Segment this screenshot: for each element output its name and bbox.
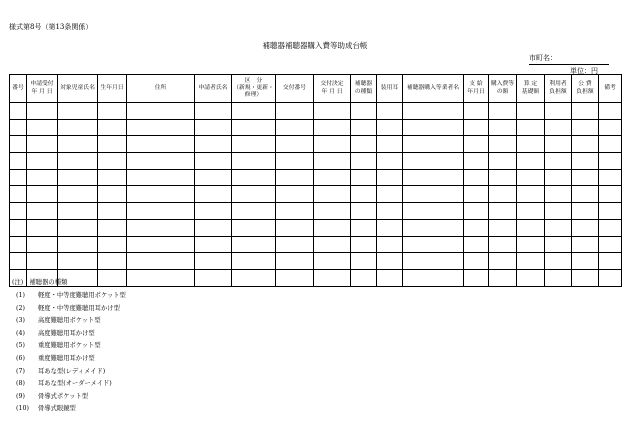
table-cell[interactable] xyxy=(195,169,232,186)
table-cell[interactable] xyxy=(27,153,58,170)
table-cell[interactable] xyxy=(58,203,98,220)
table-cell[interactable] xyxy=(517,136,545,153)
table-cell[interactable] xyxy=(127,219,195,236)
table-cell[interactable] xyxy=(127,136,195,153)
table-cell[interactable] xyxy=(314,203,351,220)
column-header: 装用耳 xyxy=(377,75,403,103)
table-cell[interactable] xyxy=(572,236,599,253)
table-cell[interactable] xyxy=(599,119,622,136)
table-cell[interactable] xyxy=(351,103,377,120)
notes-section xyxy=(12,277,126,416)
table-cell[interactable] xyxy=(232,253,276,270)
list-item-number: (9) xyxy=(16,392,25,400)
table-cell[interactable] xyxy=(127,236,195,253)
table-row xyxy=(10,186,622,203)
list-item-number: (1) xyxy=(16,292,25,299)
table-cell[interactable] xyxy=(58,219,98,236)
table-cell[interactable] xyxy=(351,153,377,170)
column-header: 申請受付 年 月 日 xyxy=(27,75,58,103)
table-cell[interactable] xyxy=(403,169,464,186)
table-cell[interactable] xyxy=(232,219,276,236)
table-cell[interactable] xyxy=(314,136,351,153)
table-cell[interactable] xyxy=(351,136,377,153)
table-cell[interactable] xyxy=(351,269,377,286)
table-cell[interactable] xyxy=(98,203,127,220)
table-cell[interactable] xyxy=(10,103,27,120)
table-cell[interactable] xyxy=(489,269,517,286)
table-cell[interactable] xyxy=(232,169,276,186)
table-cell[interactable] xyxy=(27,136,58,153)
list-item-number: (3) xyxy=(16,317,25,325)
column-header: 備考 xyxy=(599,75,622,103)
table-cell[interactable] xyxy=(195,236,232,253)
table-cell[interactable] xyxy=(545,186,572,203)
table-cell[interactable] xyxy=(403,186,464,203)
table-row xyxy=(10,203,622,220)
table-cell[interactable] xyxy=(232,203,276,220)
table-cell[interactable] xyxy=(10,136,27,153)
table-row xyxy=(10,153,622,170)
table-cell[interactable] xyxy=(276,153,314,170)
table-cell[interactable] xyxy=(10,236,27,253)
table-cell[interactable] xyxy=(545,203,572,220)
table-cell[interactable] xyxy=(10,119,27,136)
table-cell[interactable] xyxy=(599,186,622,203)
table-cell[interactable] xyxy=(464,219,489,236)
table-cell[interactable] xyxy=(232,119,276,136)
table-cell[interactable] xyxy=(127,169,195,186)
table-cell[interactable] xyxy=(464,203,489,220)
table-cell[interactable] xyxy=(599,136,622,153)
table-cell[interactable] xyxy=(572,219,599,236)
list-item-text: 耳あな型(レディメイド) xyxy=(38,367,106,375)
table-cell[interactable] xyxy=(545,269,572,286)
table-cell[interactable] xyxy=(572,153,599,170)
table-cell[interactable] xyxy=(314,153,351,170)
table-cell[interactable] xyxy=(98,119,127,136)
table-row xyxy=(10,119,622,136)
notes-title: (注) 補聴器の種類 xyxy=(12,279,68,286)
table-cell[interactable] xyxy=(517,169,545,186)
table-cell[interactable] xyxy=(351,203,377,220)
table-cell[interactable] xyxy=(464,169,489,186)
list-item xyxy=(12,366,126,379)
table-cell[interactable] xyxy=(464,186,489,203)
table-cell[interactable] xyxy=(314,269,351,286)
table-cell[interactable] xyxy=(572,119,599,136)
column-header: 交付番号 xyxy=(276,75,314,103)
column-header: 交付決定 年 月 日 xyxy=(314,75,351,103)
list-item xyxy=(12,403,126,416)
table-cell[interactable] xyxy=(195,203,232,220)
table-cell[interactable] xyxy=(517,119,545,136)
table-cell[interactable] xyxy=(403,236,464,253)
table-cell[interactable] xyxy=(517,269,545,286)
table-cell[interactable] xyxy=(517,203,545,220)
table-cell[interactable] xyxy=(464,269,489,286)
table-cell[interactable] xyxy=(27,186,58,203)
list-item xyxy=(12,303,126,316)
table-cell[interactable] xyxy=(464,103,489,120)
table-cell[interactable] xyxy=(58,186,98,203)
table-cell[interactable] xyxy=(403,103,464,120)
table-cell[interactable] xyxy=(377,253,403,270)
table-cell[interactable] xyxy=(403,253,464,270)
column-header: 公 費 負担額 xyxy=(572,75,599,103)
column-header: 区 分 （新規・更新・ 修理） xyxy=(232,75,276,103)
ledger-table xyxy=(9,74,622,287)
table-cell[interactable] xyxy=(314,103,351,120)
table-cell[interactable] xyxy=(232,136,276,153)
table-cell[interactable] xyxy=(58,169,98,186)
table-cell[interactable] xyxy=(599,169,622,186)
municipality-field: 市町名： xyxy=(529,53,609,65)
table-cell[interactable] xyxy=(27,103,58,120)
table-cell[interactable] xyxy=(314,186,351,203)
column-header: 生年月日 xyxy=(98,75,127,103)
table-cell[interactable] xyxy=(98,253,127,270)
hearing-aid-types-list xyxy=(12,290,126,416)
table-cell[interactable] xyxy=(232,236,276,253)
table-cell[interactable] xyxy=(572,269,599,286)
table-cell[interactable] xyxy=(10,169,27,186)
list-item-number: (7) xyxy=(16,367,25,375)
table-cell[interactable] xyxy=(98,186,127,203)
column-header: 住所 xyxy=(127,75,195,103)
table-cell[interactable] xyxy=(545,153,572,170)
table-cell[interactable] xyxy=(377,186,403,203)
table-cell[interactable] xyxy=(98,136,127,153)
table-cell[interactable] xyxy=(27,169,58,186)
table-cell[interactable] xyxy=(58,236,98,253)
table-cell[interactable] xyxy=(489,153,517,170)
list-item xyxy=(12,328,126,341)
list-item-number: (10) xyxy=(16,405,29,413)
table-cell[interactable] xyxy=(377,136,403,153)
table-cell[interactable] xyxy=(127,269,195,286)
table-cell[interactable] xyxy=(195,119,232,136)
table-cell[interactable] xyxy=(27,236,58,253)
table-cell[interactable] xyxy=(599,203,622,220)
table-cell[interactable] xyxy=(276,119,314,136)
table-cell[interactable] xyxy=(195,253,232,270)
table-cell[interactable] xyxy=(517,103,545,120)
table-cell[interactable] xyxy=(276,219,314,236)
list-item-text: 骨導式ポケット型 xyxy=(38,392,89,400)
list-item-text: 耳あな型(オーダーメイド) xyxy=(38,380,112,388)
table-cell[interactable] xyxy=(314,169,351,186)
table-cell[interactable] xyxy=(314,253,351,270)
column-header: 算 定 基礎額 xyxy=(517,75,545,103)
table-row xyxy=(10,103,622,120)
table-cell[interactable] xyxy=(517,219,545,236)
table-cell[interactable] xyxy=(545,169,572,186)
table-cell[interactable] xyxy=(10,219,27,236)
table-cell[interactable] xyxy=(572,103,599,120)
column-header: 支 給 年月日 xyxy=(464,75,489,103)
table-cell[interactable] xyxy=(10,203,27,220)
table-cell[interactable] xyxy=(127,253,195,270)
table-cell[interactable] xyxy=(464,253,489,270)
table-cell[interactable] xyxy=(545,253,572,270)
table-cell[interactable] xyxy=(377,103,403,120)
table-cell[interactable] xyxy=(276,136,314,153)
list-item-text: 高度難聴用ポケット型 xyxy=(38,317,101,325)
table-cell[interactable] xyxy=(464,136,489,153)
table-cell[interactable] xyxy=(403,219,464,236)
column-header: 対象児童氏名 xyxy=(58,75,98,103)
table-cell[interactable] xyxy=(545,103,572,120)
table-cell[interactable] xyxy=(98,219,127,236)
table-cell[interactable] xyxy=(276,253,314,270)
table-cell[interactable] xyxy=(98,236,127,253)
table-cell[interactable] xyxy=(10,186,27,203)
table-cell[interactable] xyxy=(599,103,622,120)
column-header: 番号 xyxy=(10,75,27,103)
table-cell[interactable] xyxy=(403,119,464,136)
column-header: 補聴器 の種類 xyxy=(351,75,377,103)
table-cell[interactable] xyxy=(464,153,489,170)
list-item-number: (5) xyxy=(16,342,25,350)
table-cell[interactable] xyxy=(489,203,517,220)
table-cell[interactable] xyxy=(314,236,351,253)
table-cell[interactable] xyxy=(572,253,599,270)
table-cell[interactable] xyxy=(572,186,599,203)
column-header: 申請者氏名 xyxy=(195,75,232,103)
table-cell[interactable] xyxy=(276,169,314,186)
table-cell[interactable] xyxy=(98,169,127,186)
list-item-text: 骨導式眼鏡型 xyxy=(38,405,76,413)
table-cell[interactable] xyxy=(377,169,403,186)
table-cell[interactable] xyxy=(403,269,464,286)
table-cell[interactable] xyxy=(489,186,517,203)
table-cell[interactable] xyxy=(377,236,403,253)
table-row xyxy=(10,136,622,153)
unit-label: 単位：円 xyxy=(570,67,598,75)
list-item-number: (6) xyxy=(16,354,25,362)
table-cell[interactable] xyxy=(377,219,403,236)
table-cell[interactable] xyxy=(377,153,403,170)
table-cell[interactable] xyxy=(276,186,314,203)
table-cell[interactable] xyxy=(403,153,464,170)
table-cell[interactable] xyxy=(58,136,98,153)
table-cell[interactable] xyxy=(232,153,276,170)
list-item-text: 重度難聴用ポケット型 xyxy=(38,342,101,350)
table-cell[interactable] xyxy=(276,103,314,120)
table-cell[interactable] xyxy=(489,236,517,253)
table-cell[interactable] xyxy=(351,253,377,270)
table-cell[interactable] xyxy=(403,136,464,153)
table-cell[interactable] xyxy=(58,119,98,136)
column-header: 補聴器購入等業者名 xyxy=(403,75,464,103)
table-cell[interactable] xyxy=(464,119,489,136)
list-item xyxy=(12,340,126,353)
table-cell[interactable] xyxy=(351,236,377,253)
table-cell[interactable] xyxy=(276,269,314,286)
list-item-text: 高度難聴用耳かけ型 xyxy=(38,329,95,337)
table-cell[interactable] xyxy=(572,136,599,153)
table-cell[interactable] xyxy=(27,119,58,136)
table-cell[interactable] xyxy=(127,186,195,203)
table-cell[interactable] xyxy=(232,186,276,203)
table-cell[interactable] xyxy=(195,153,232,170)
table-cell[interactable] xyxy=(599,269,622,286)
table-cell[interactable] xyxy=(572,203,599,220)
table-cell[interactable] xyxy=(232,269,276,286)
table-cell[interactable] xyxy=(489,119,517,136)
table-cell[interactable] xyxy=(27,219,58,236)
table-cell[interactable] xyxy=(599,219,622,236)
table-cell[interactable] xyxy=(517,236,545,253)
table-cell[interactable] xyxy=(276,236,314,253)
list-item-text: 重度難聴用耳かけ型 xyxy=(38,354,95,362)
table-cell[interactable] xyxy=(127,153,195,170)
table-cell[interactable] xyxy=(351,186,377,203)
table-cell[interactable] xyxy=(489,136,517,153)
table-cell[interactable] xyxy=(276,203,314,220)
table-cell[interactable] xyxy=(545,219,572,236)
form-number: 様式第8号（第13条関係） xyxy=(9,23,93,31)
table-cell[interactable] xyxy=(489,219,517,236)
table-cell[interactable] xyxy=(195,219,232,236)
table-row xyxy=(10,219,622,236)
table-cell[interactable] xyxy=(195,103,232,120)
table-cell[interactable] xyxy=(27,203,58,220)
table-row xyxy=(10,236,622,253)
list-item-text: 軽度・中等度難聴用耳かけ型 xyxy=(38,304,120,312)
table-cell[interactable] xyxy=(489,253,517,270)
table-cell[interactable] xyxy=(58,253,98,270)
column-header: 利用者 負担額 xyxy=(545,75,572,103)
table-cell[interactable] xyxy=(377,269,403,286)
list-item xyxy=(12,353,126,366)
table-cell[interactable] xyxy=(517,153,545,170)
table-cell[interactable] xyxy=(489,169,517,186)
list-item-number: (2) xyxy=(16,304,25,312)
table-cell[interactable] xyxy=(517,253,545,270)
list-item xyxy=(12,378,126,391)
table-cell[interactable] xyxy=(351,219,377,236)
table-cell[interactable] xyxy=(351,169,377,186)
table-cell[interactable] xyxy=(195,269,232,286)
table-row xyxy=(10,169,622,186)
table-cell[interactable] xyxy=(98,153,127,170)
list-item xyxy=(12,391,126,404)
table-cell[interactable] xyxy=(58,103,98,120)
table-cell[interactable] xyxy=(599,153,622,170)
list-item xyxy=(12,290,126,303)
table-cell[interactable] xyxy=(599,236,622,253)
table-cell[interactable] xyxy=(10,153,27,170)
table-cell[interactable] xyxy=(127,103,195,120)
table-cell[interactable] xyxy=(127,119,195,136)
list-item xyxy=(12,315,126,328)
table-cell[interactable] xyxy=(464,236,489,253)
column-header: 購入費等 の額 xyxy=(489,75,517,103)
table-header-row xyxy=(10,75,622,103)
list-item-number: (8) xyxy=(16,380,25,388)
table-cell[interactable] xyxy=(127,203,195,220)
table-cell[interactable] xyxy=(232,103,276,120)
table-cell[interactable] xyxy=(98,103,127,120)
table-cell[interactable] xyxy=(27,253,58,270)
table-cell[interactable] xyxy=(517,186,545,203)
list-item-number: (4) xyxy=(16,329,25,337)
table-row xyxy=(10,253,622,270)
table-cell[interactable] xyxy=(314,119,351,136)
table-cell[interactable] xyxy=(10,253,27,270)
list-item-text: 軽度・中等度難聴用ポケット型 xyxy=(38,292,126,299)
table-cell[interactable] xyxy=(489,103,517,120)
table-cell[interactable] xyxy=(195,136,232,153)
table-cell[interactable] xyxy=(377,203,403,220)
table-cell[interactable] xyxy=(195,186,232,203)
table-cell[interactable] xyxy=(545,119,572,136)
table-cell[interactable] xyxy=(599,253,622,270)
table-cell[interactable] xyxy=(58,153,98,170)
document-title: 補聴器補聴器購入費等助成台帳 xyxy=(262,41,368,50)
table-cell[interactable] xyxy=(545,236,572,253)
table-cell[interactable] xyxy=(351,119,377,136)
table-cell[interactable] xyxy=(377,119,403,136)
table-cell[interactable] xyxy=(545,136,572,153)
table-cell[interactable] xyxy=(314,219,351,236)
table-cell[interactable] xyxy=(403,203,464,220)
table-cell[interactable] xyxy=(572,169,599,186)
